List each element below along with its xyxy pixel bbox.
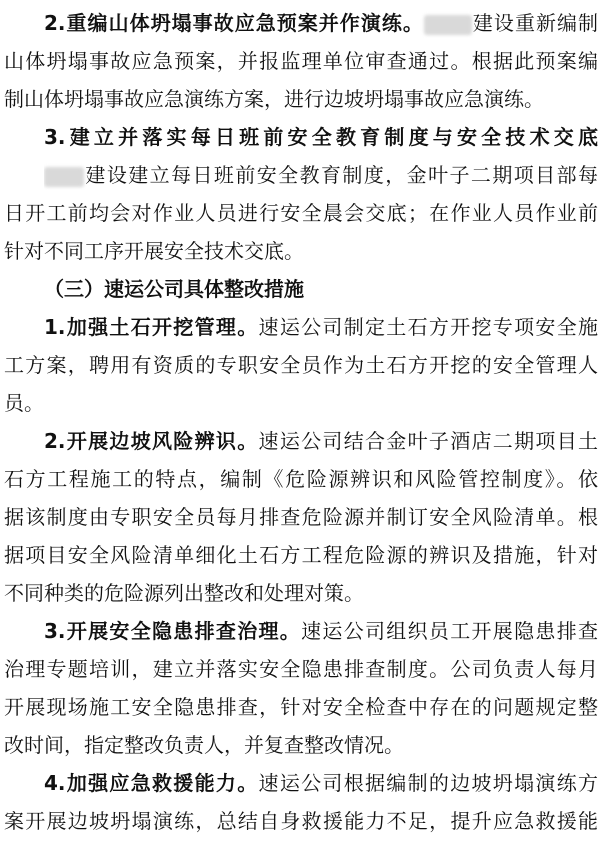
paragraph-line xyxy=(44,768,598,798)
line-text: 建设重新编制 xyxy=(471,11,598,35)
line-text: 速运公司组织员工开展隐患排查 xyxy=(301,619,598,643)
paragraph-line xyxy=(44,312,598,342)
paragraph-line: 日开工前均会对作业人员进行安全晨会交底；在作业人员作业前 xyxy=(4,201,598,225)
redacted-name xyxy=(424,15,472,35)
paragraph-line xyxy=(44,426,598,456)
paragraph-line: 治理专题培训，建立并落实安全隐患排查制度。公司负责人每月 xyxy=(4,657,598,681)
paragraph-line: 工方案，聘用有资质的专职安全员作为土石方开挖的安全管理人 xyxy=(4,353,598,377)
paragraph-line: 改时间，指定整改负责人，并复查整改情况。 xyxy=(4,733,404,757)
paragraph-line: 不同种类的危险源列出整改和处理对策。 xyxy=(4,581,364,605)
paragraph-line: 据项目安全风险清单细化土石方工程危险源的辨识及措施，针对 xyxy=(4,543,598,567)
paragraph-line: 据该制度由专职安全员每月排查危险源并制订安全风险清单。根 xyxy=(4,505,598,529)
paragraph-line: 山体坍塌事故应急预案，并报监理单位审查通过。根据此预案编 xyxy=(4,49,598,73)
item-heading: 3.开展安全隐患排查治理。 xyxy=(44,619,302,643)
item-heading: 4.加强应急救援能力。 xyxy=(44,771,259,795)
item-heading: 1.加强土石开挖管理。 xyxy=(44,315,259,339)
paragraph-line: 制山体坍塌事故应急演练方案，进行边坡坍塌事故应急演练。 xyxy=(4,87,544,111)
paragraph-line xyxy=(44,616,598,646)
line-text: 速运公司根据编制的边坡坍塌演练方 xyxy=(258,771,598,795)
paragraph-line xyxy=(44,160,598,190)
item-heading: 3.建立并落实每日班前安全教育制度与安全技术交底 xyxy=(44,125,598,149)
redacted-name xyxy=(44,167,84,187)
paragraph-line xyxy=(44,8,598,38)
line-text: 速运公司制定土石方开挖专项安全施 xyxy=(258,315,598,339)
item-heading: 2.重编山体坍塌事故应急预案并作演练。 xyxy=(44,11,424,35)
item-heading: 2.开展边坡风险辨识。 xyxy=(44,429,259,453)
line-text: 建设建立每日班前安全教育制度，金叶子二期项目部每 xyxy=(84,163,598,187)
paragraph-line: 员。 xyxy=(4,391,44,415)
paragraph-line: 石方工程施工的特点，编制《危险源辨识和风险管控制度》。依 xyxy=(4,467,598,491)
paragraph-line: 开展现场施工安全隐患排查，针对安全检查中存在的问题规定整 xyxy=(4,695,598,719)
paragraph-line: 案开展边坡坍塌演练，总结自身救援能力不足，提升应急救援能 xyxy=(4,809,598,833)
paragraph-line: 针对不同工序开展安全技术交底。 xyxy=(4,239,304,263)
line-text: 速运公司结合金叶子酒店二期项目土 xyxy=(258,429,598,453)
section-heading: （三）速运公司具体整改措施 xyxy=(44,277,304,301)
